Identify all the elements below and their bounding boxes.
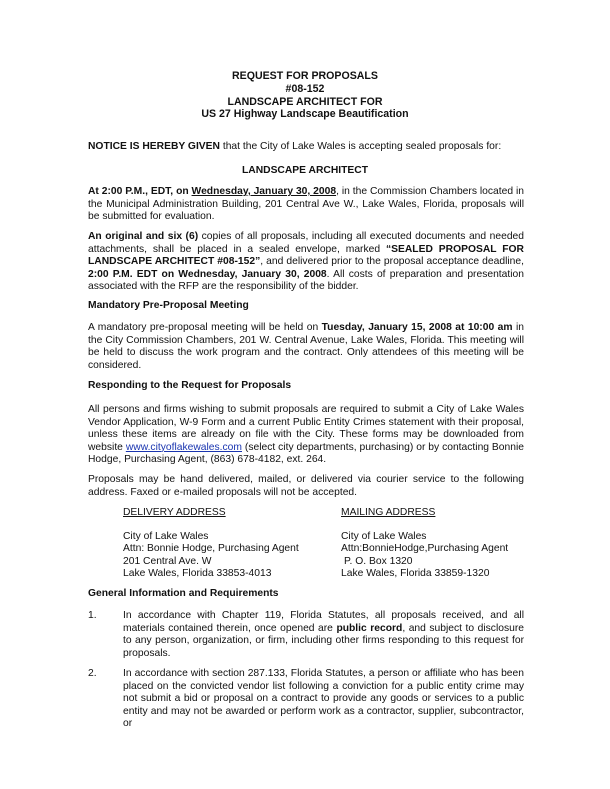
mailing-address-block — [341, 507, 508, 581]
mailing-address-line-2: Attn:BonnieHodge,Purchasing Agent — [341, 543, 509, 555]
public-record-phrase: public record — [336, 622, 403, 634]
item-1-text — [123, 610, 524, 660]
website-link[interactable]: www.cityoflakewales.com — [125, 441, 242, 453]
mailing-address-line-3: P. O. Box 1320 — [344, 555, 413, 567]
meeting-section-title: Mandatory Pre-Proposal Meeting — [88, 300, 249, 311]
delivery-address-line-2: Attn: Bonnie Hodge, Purchasing Agent — [123, 543, 299, 555]
header-line-3: LANDSCAPE ARCHITECT FOR — [227, 95, 383, 108]
responding-text-1: All persons and firms wishing to submit proposals are required to submit a City of Lake Wales Vendor Application, W-9 Form and a current Public Entity Crimes statement with their proposal, unless these items are already on file with the City. These forms may be downloaded from website — [88, 404, 524, 453]
header-line-2: #08-152 — [285, 82, 325, 95]
general-section-title: General Information and Requirements — [88, 588, 279, 599]
time-paragraph — [88, 186, 524, 224]
header-line-1: REQUEST FOR PROPOSALS — [232, 70, 378, 82]
document-header — [0, 70, 610, 121]
responding-paragraph — [88, 404, 524, 467]
time-lead: At 2:00 P.M., EDT, on — [88, 186, 192, 197]
envelope-marking: “SEALED PROPOSAL FOR LANDSCAPE ARCHITECT #08-152” — [88, 243, 524, 268]
meeting-date: Tuesday, January 15, 2008 at 10:00 am — [321, 322, 513, 333]
deadline-date: Wednesday, January 30, 2008 — [191, 186, 337, 197]
delivery-address-block — [123, 507, 299, 581]
mailing-address-label: MAILING ADDRESS — [341, 507, 436, 518]
item-1-number: 1. — [88, 610, 97, 621]
time-rest: , in the Commission Chambers located in the Municipal Administration Building, 201 Central Ave W., Lake Wales, Florida, proposals will be submitted for evaluation. — [88, 186, 524, 223]
item-2-text: In accordance with section 287.133, Florida Statutes, a person or affiliate who has been placed on the convicted vendor list following a conviction for a public entity crime may not submit a bid or proposal on a contract to provide any goods or services to a public entity and may not be awarded or perform work as a contractor, supplier, subcontractor, or — [123, 668, 524, 730]
delivery-address-line-4: Lake Wales, Florida 33853-4013 — [123, 568, 272, 580]
delivery-address-line-1: City of Lake Wales — [123, 530, 209, 542]
item-1-text-2: , and subject to disclosure to any person, organization, or firm, including other firms responding to this request for proposals. — [123, 622, 524, 659]
responding-section-title: Responding to the Request for Proposals — [88, 380, 292, 391]
notice-lead: NOTICE IS HEREBY GIVEN — [88, 141, 220, 152]
copies-text-3: . All costs of preparation and presentation associated with the RFP are the responsibility of the bidder. — [88, 268, 524, 293]
meeting-paragraph — [88, 322, 524, 372]
item-1-text-1: In accordance with Chapter 119, Florida Statutes, all proposals received, and all materials contained therein, once opened are — [123, 610, 524, 634]
mailing-address-line-4: Lake Wales, Florida 33859-1320 — [341, 568, 490, 580]
delivery-address-label: DELIVERY ADDRESS — [123, 507, 226, 518]
deadline-bold: 2:00 P.M. EDT on Wednesday, January 30, 2008 — [88, 268, 327, 280]
copies-paragraph — [88, 231, 524, 294]
copies-lead: An original and six (6) — [88, 231, 199, 242]
item-2-number: 2. — [88, 668, 97, 679]
notice-rest: that the City of Lake Wales is accepting sealed proposals for: — [219, 141, 502, 152]
responding-text-2: (select city departments, purchasing) or by contacting Bonnie Hodge, Purchasing Agent, (863) 678-4182, ext. 264. — [88, 441, 524, 466]
header-line-4: US 27 Highway Landscape Beautification — [201, 108, 409, 121]
copies-text-1: copies of all proposals, including all executed documents and needed attachments, shall be placed in a sealed envelope, marked — [88, 231, 524, 255]
notice-paragraph — [88, 141, 524, 154]
mailing-address-line-1: City of Lake Wales — [341, 530, 427, 542]
meeting-text-1: A mandatory pre-proposal meeting will be held on — [88, 322, 322, 333]
copies-text-2: , and delivered prior to the proposal acceptance deadline, — [260, 256, 524, 268]
meeting-text-2: in the City Commission Chambers, 201 W. Central Avenue, Lake Wales, Florida. This meeting will be held to discuss the work program and the contract. Only attendees of this meeting will be considered. — [88, 322, 524, 371]
delivery-address-line-3: 201 Central Ave. W — [123, 555, 212, 567]
subject-title: LANDSCAPE ARCHITECT — [241, 165, 369, 176]
delivery-note-paragraph: Proposals may be hand delivered, mailed, or delivered via courier service to the following address. Faxed or e-mailed proposals will not be accepted. — [88, 474, 524, 498]
